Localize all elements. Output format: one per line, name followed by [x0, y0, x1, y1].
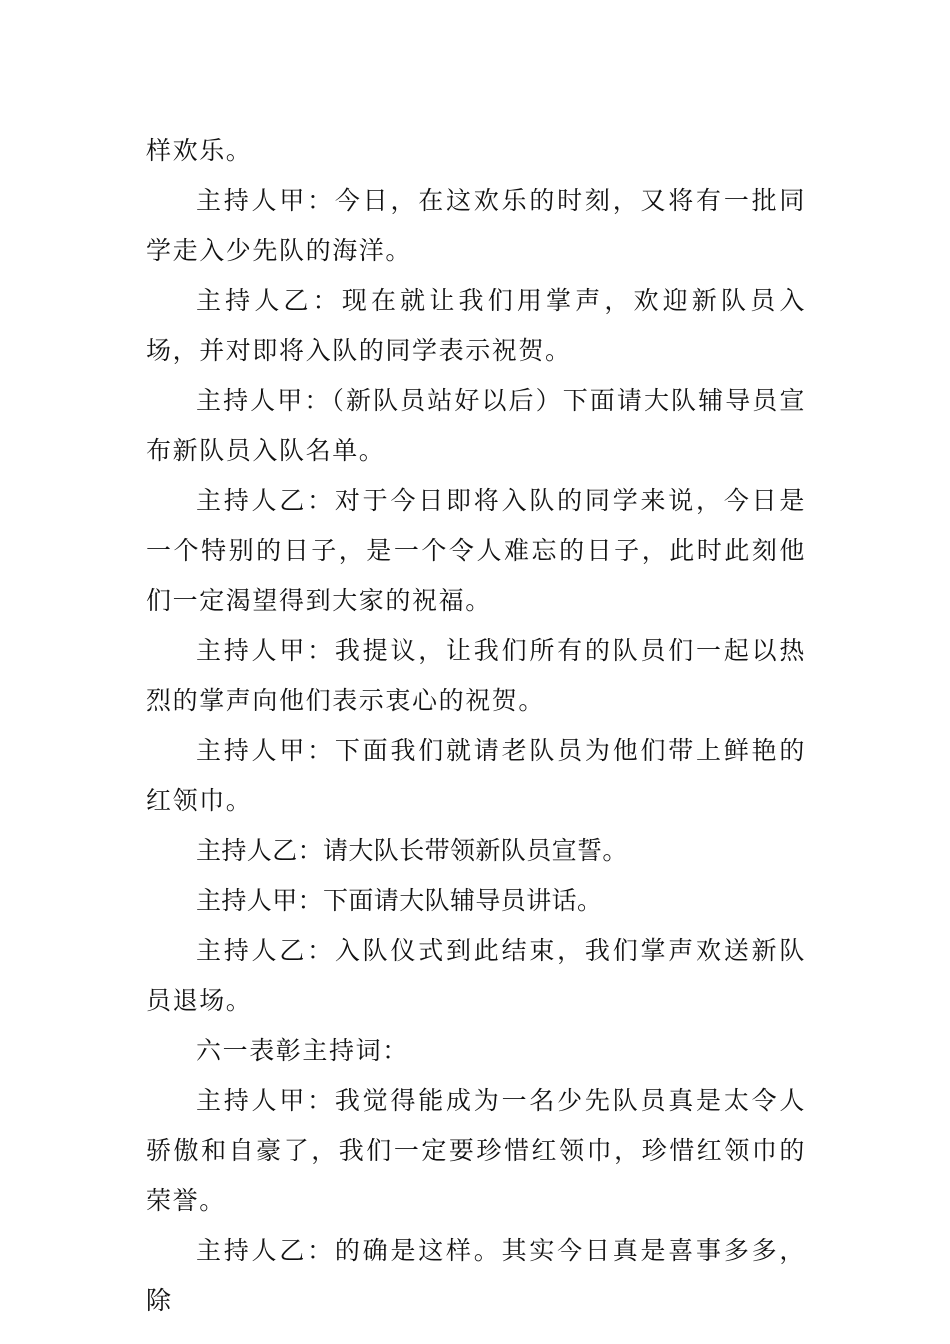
- paragraph-host-b-oath: 主持人乙：请大队长带领新队员宣誓。: [196, 836, 628, 865]
- document-body: [146, 126, 806, 1326]
- paragraph-host-b-applause: 主持人乙：现在就让我们用掌声，欢迎新队员入场，并对即将入队的同学表示祝贺。: [146, 286, 806, 365]
- paragraph-host-b-happy-events: 主持人乙：的确是这样。其实今日真是喜事多多，除: [146, 1236, 806, 1315]
- paragraph-host-b-farewell: 主持人乙：入队仪式到此结束，我们掌声欢送新队员退场。: [146, 936, 806, 1015]
- paragraph-host-a-red-scarf: 主持人甲：下面我们就请老队员为他们带上鲜艳的红领巾。: [146, 736, 806, 815]
- section-heading-award-speech: 六一表彰主持词：: [196, 1036, 409, 1065]
- paragraph-host-a-name-list: 主持人甲：（新队员站好以后）下面请大队辅导员宣布新队员入队名单。: [146, 386, 806, 465]
- paragraph-host-b-special-day: 主持人乙：对于今日即将入队的同学来说，今日是一个特别的日子，是一个令人难忘的日子，此时此刻他们一定渴望得到大家的祝福。: [146, 486, 806, 615]
- paragraph-host-a-proposal: 主持人甲：我提议，让我们所有的队员们一起以热烈的掌声向他们表示衷心的祝贺。: [146, 636, 806, 715]
- paragraph-host-a-speech: 主持人甲：下面请大队辅导员讲话。: [196, 886, 603, 915]
- paragraph-continuation: 样欢乐。: [146, 136, 253, 165]
- paragraph-host-a-welcome: 主持人甲：今日，在这欢乐的时刻，又将有一批同学走入少先队的海洋。: [146, 186, 806, 265]
- paragraph-host-a-proud: 主持人甲：我觉得能成为一名少先队员真是太令人骄傲和自豪了，我们一定要珍惜红领巾，珍惜红领巾的荣誉。: [146, 1086, 806, 1215]
